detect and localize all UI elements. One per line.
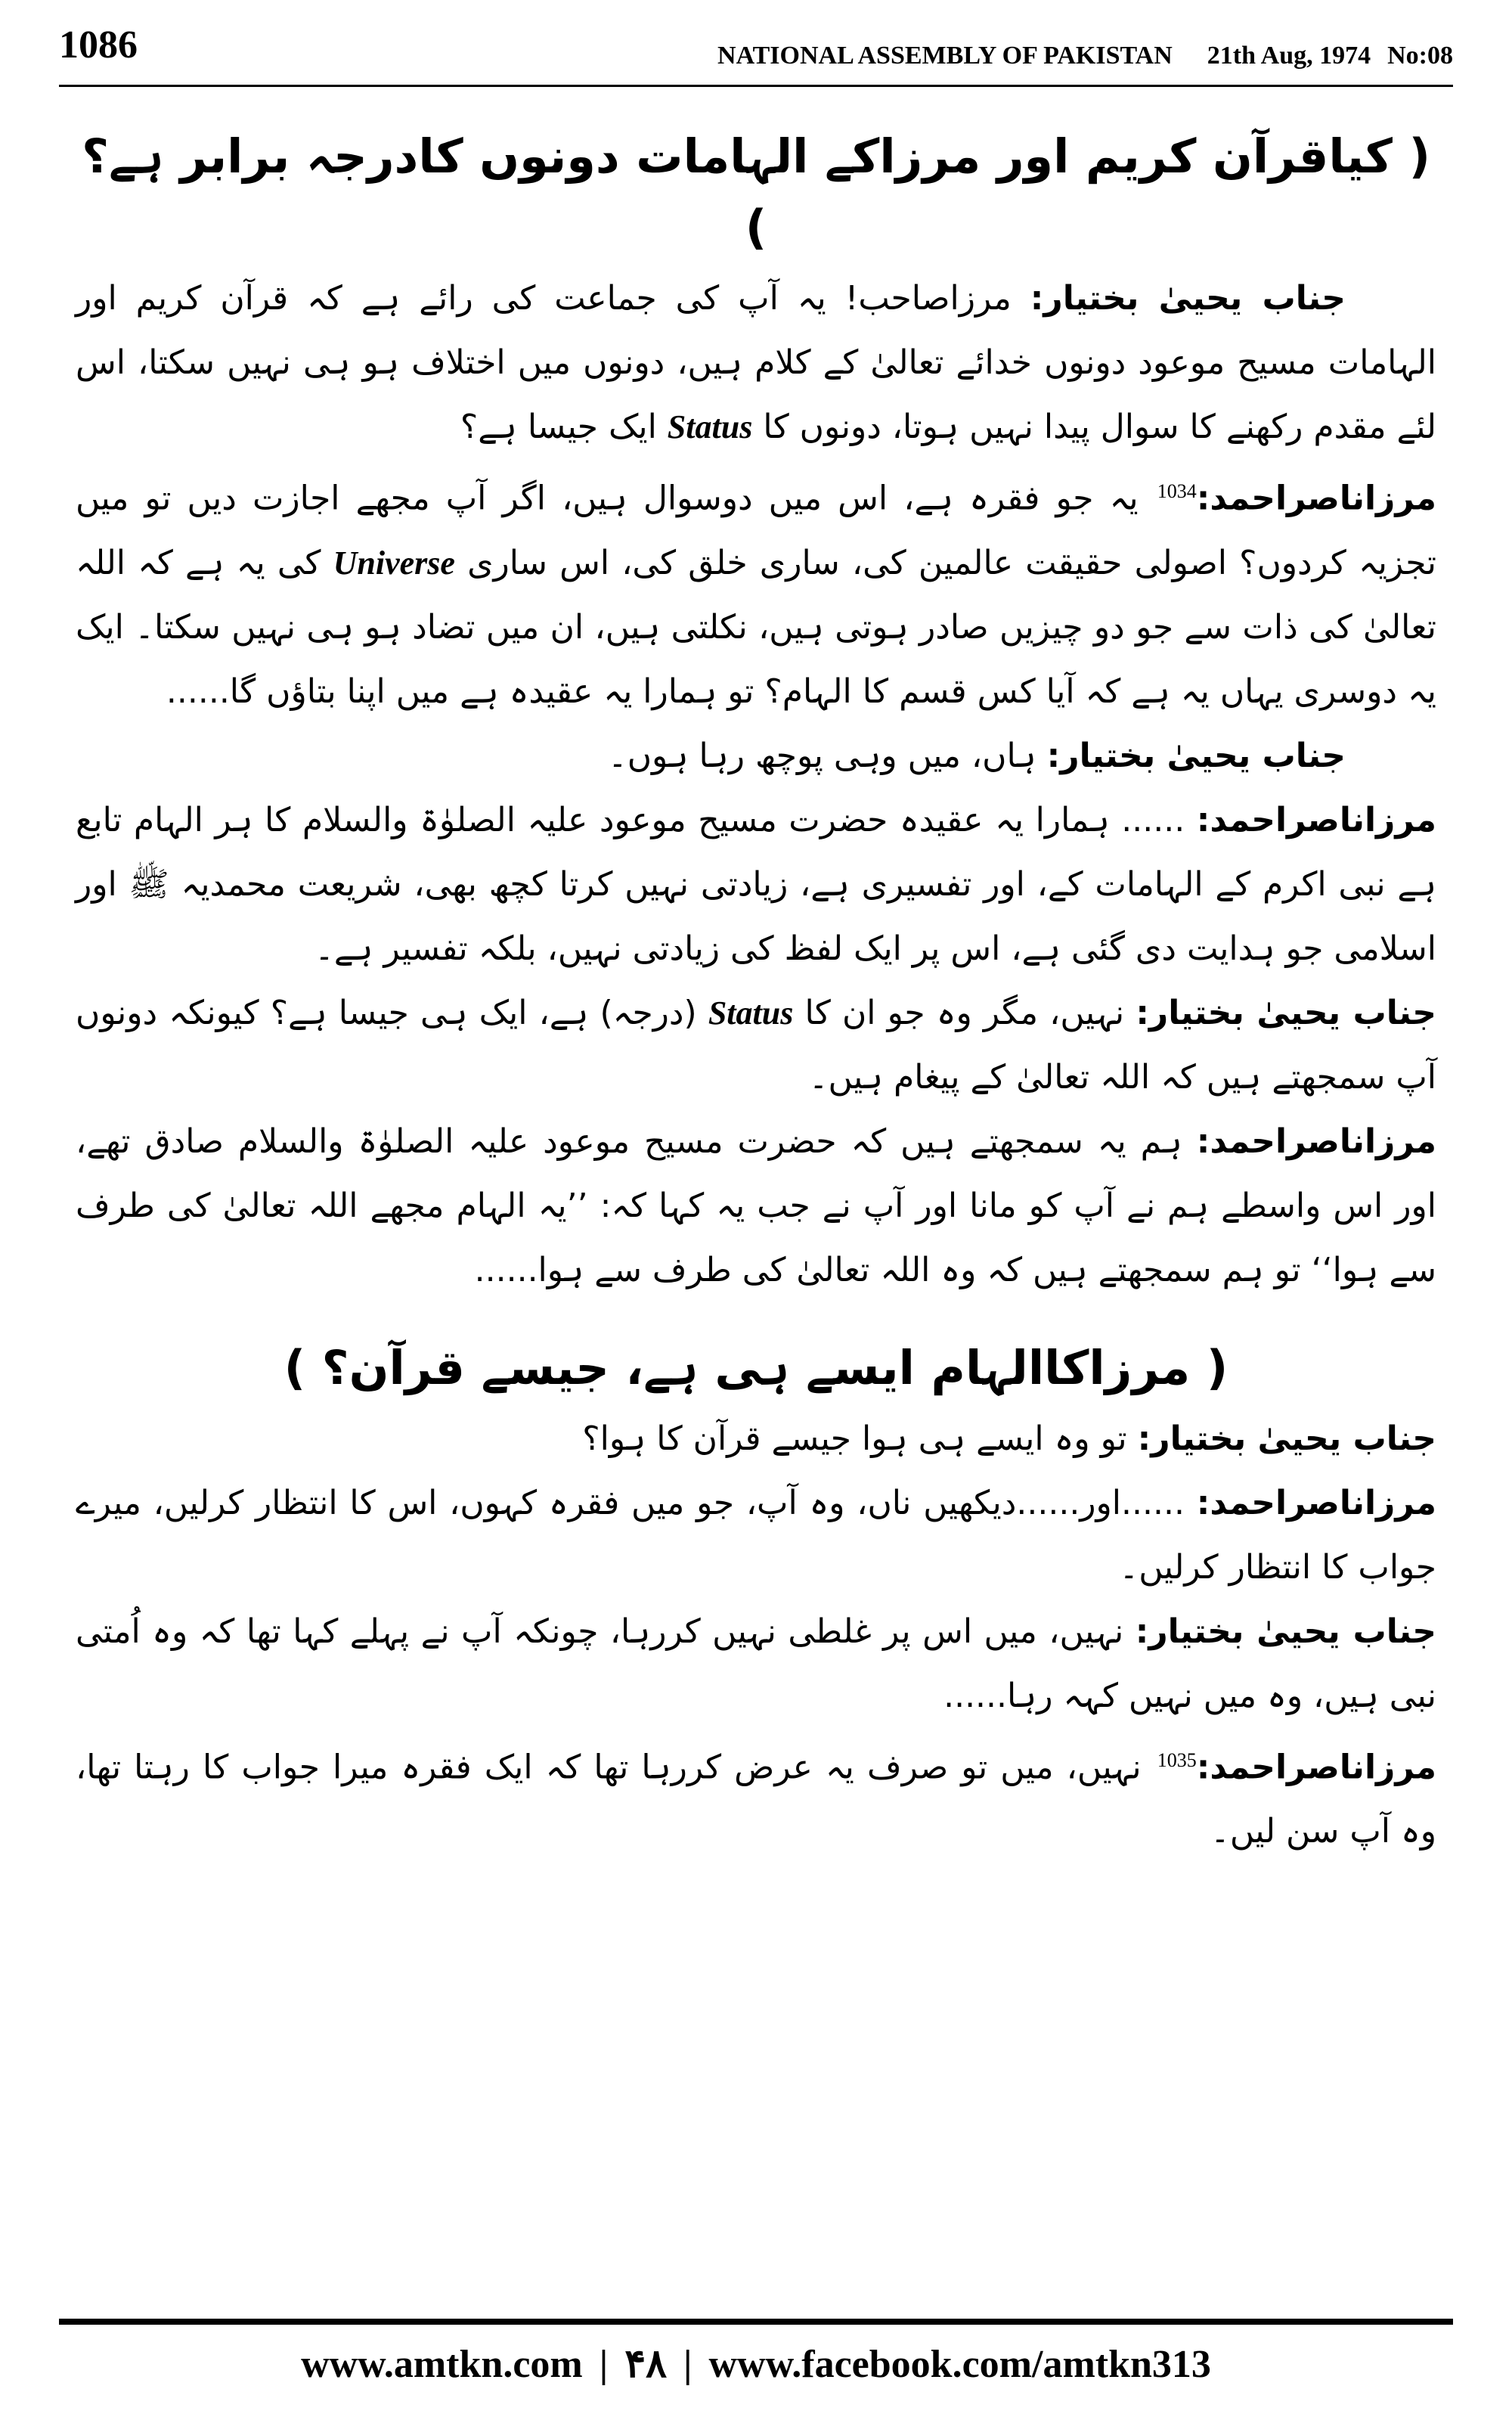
footer-page-reference: ۴۸ [624, 2343, 668, 2386]
latin-term: Status [667, 408, 753, 445]
latin-term: Status [708, 994, 794, 1032]
website-link[interactable]: www.amtkn.com [301, 2343, 583, 2386]
latin-term: Universe [333, 544, 455, 582]
dialogue-paragraph [76, 1109, 1436, 1302]
speaker-name: مرزاناصراحمد: [1196, 1748, 1436, 1787]
footer-separator: | [599, 2343, 609, 2386]
section-heading: ( مرزاکاالہام ایسے ہی ہے، جیسے قرآن؟ ) [284, 1339, 1228, 1395]
paragraph-text: ہم یہ سمجھتے ہیں کہ حضرت مسیح موعود علیہ الصلوٰۃ والسلام صادق تھے، اور اس واسطے ہم نے آپ کو مانا اور آپ نے جب یہ کہا کہ: ’’یہ الہام مجھے اللہ تعالیٰ کی طرف سے ہوا‘‘ تو ہم سمجھتے ہیں کہ وہ اللہ تعالیٰ کی طرف سے ہوا...... [76, 1122, 1436, 1289]
paragraph-text: یہ جو فقرہ ہے، اس میں دوسوال ہیں، اگر آپ مجھے اجازت دیں تو میں تجزیہ کردوں؟ اصولی حقیقت عالمین کی، ساری خلق کی، اس ساری [76, 479, 1436, 582]
paragraph-text: تو وہ ایسے ہی ہوا جیسے قرآن کا ہوا؟ [582, 1419, 1127, 1458]
dialogue-paragraph [76, 788, 1436, 981]
paragraph-text: نہیں، میں اس پر غلطی نہیں کررہا، چونکہ آپ نے پہلے کہا تھا کہ وہ اُمتی نبی ہیں، وہ میں نہیں کہہ رہا...... [76, 1612, 1436, 1715]
speaker-name: مرزاناصراحمد: [1196, 479, 1436, 518]
dialogue-paragraph [76, 724, 1436, 788]
section-heading: ( کیاقرآن کریم اور مرزاکے الہامات دونوں کادرجہ برابر ہے؟ ) [82, 129, 1430, 255]
dialogue-paragraph [76, 1407, 1436, 1471]
speaker-name: مرزاناصراحمد: [1196, 800, 1436, 839]
dialogue-paragraph [76, 981, 1436, 1109]
footer-separator: | [683, 2343, 692, 2386]
dialogue-paragraph [76, 1599, 1436, 1728]
footer-divider [59, 2319, 1453, 2325]
session-date: 21th Aug, 1974 [1207, 42, 1371, 70]
dialogue-paragraph [76, 1471, 1436, 1599]
header-divider [59, 85, 1453, 87]
speaker-name: جناب یحییٰ بختیار: [1136, 993, 1436, 1032]
document-body [76, 121, 1436, 1863]
header-title-line [683, 41, 1453, 71]
issue-number: No:08 [1387, 42, 1453, 70]
speaker-name: مرزاناصراحمد: [1196, 1483, 1436, 1522]
footnote-marker: 1034 [1157, 480, 1197, 502]
page-footer [59, 2338, 1453, 2391]
paragraph-text: ہاں، میں وہی پوچھ رہا ہوں۔ [607, 736, 1036, 775]
speaker-name: جناب یحییٰ بختیار: [1046, 736, 1346, 775]
dialogue-paragraph [76, 459, 1436, 724]
footnote-marker: 1035 [1157, 1748, 1197, 1771]
speaker-name: جناب یحییٰ بختیار: [1030, 279, 1346, 318]
speaker-name: جناب یحییٰ بختیار: [1135, 1612, 1436, 1651]
facebook-link[interactable]: www.facebook.com/amtkn313 [708, 2343, 1211, 2386]
speaker-name: مرزاناصراحمد: [1196, 1122, 1436, 1161]
speaker-name: جناب یحییٰ بختیار: [1137, 1419, 1436, 1458]
dialogue-paragraph [76, 266, 1436, 459]
paragraph-text: ......اور......دیکھیں ناں، وہ آپ، جو میں فقرہ کہوں، اس کا انتظار کرلیں، میرے جواب کا انتظار کرلیں۔ [76, 1483, 1436, 1587]
page-number: 1086 [59, 23, 138, 67]
paragraph-text: نہیں، مگر وہ جو ان کا [804, 993, 1125, 1032]
paragraph-tail: کی یہ ہے کہ اللہ تعالیٰ کی ذات سے جو دو چیزیں صادر ہوتی ہیں، نکلتی ہیں، ان میں تضاد ہو ہی نہیں سکتا۔ ایک یہ دوسری یہاں یہ ہے کہ آیا کس قسم کا الہام؟ تو ہمارا یہ عقیدہ ہے میں اپنا بتاؤں گا...... [76, 543, 1436, 711]
paragraph-tail: (درجہ) ہے، ایک ہی جیسا ہے؟ کیونکہ دونوں آپ سمجھتے ہیں کہ اللہ تعالیٰ کے پیغام ہیں۔ [76, 993, 1436, 1097]
paragraph-text: ...... ہمارا یہ عقیدہ حضرت مسیح موعود علیہ الصلوٰۃ والسلام کا ہر الہام تابع ہے نبی اکرم کے الہامات کے، اور تفسیری ہے، زیادتی نہیں کرتا کچھ بھی، شریعت محمدیہ ﷺ اور اسلامی جو ہدایت دی گئی ہے، اس پر ایک لفظ کی زیادتی نہیں، بلکہ تفسیر ہے۔ [76, 800, 1436, 968]
paragraph-text: نہیں، میں تو صرف یہ عرض کررہا تھا کہ ایک فقرہ میرا جواب کا رہتا تھا، وہ آپ سن لیں۔ [76, 1748, 1436, 1851]
paragraph-text: مرزاصاحب! یہ آپ کی جماعت کی رائے ہے کہ قرآن کریم اور الہامات مسیح موعود دونوں خدائے تعالیٰ کے کلام ہیں، دونوں میں اختلاف ہو ہی نہیں سکتا، اس لئے مقدم رکھنے کا سوال پیدا نہیں ہوتا، دونوں کا [76, 279, 1436, 446]
paragraph-tail: ایک جیسا ہے؟ [460, 408, 657, 446]
publication-title: NATIONAL ASSEMBLY OF PAKISTAN [717, 42, 1173, 70]
page-header [59, 23, 1453, 83]
dialogue-paragraph [76, 1728, 1436, 1864]
